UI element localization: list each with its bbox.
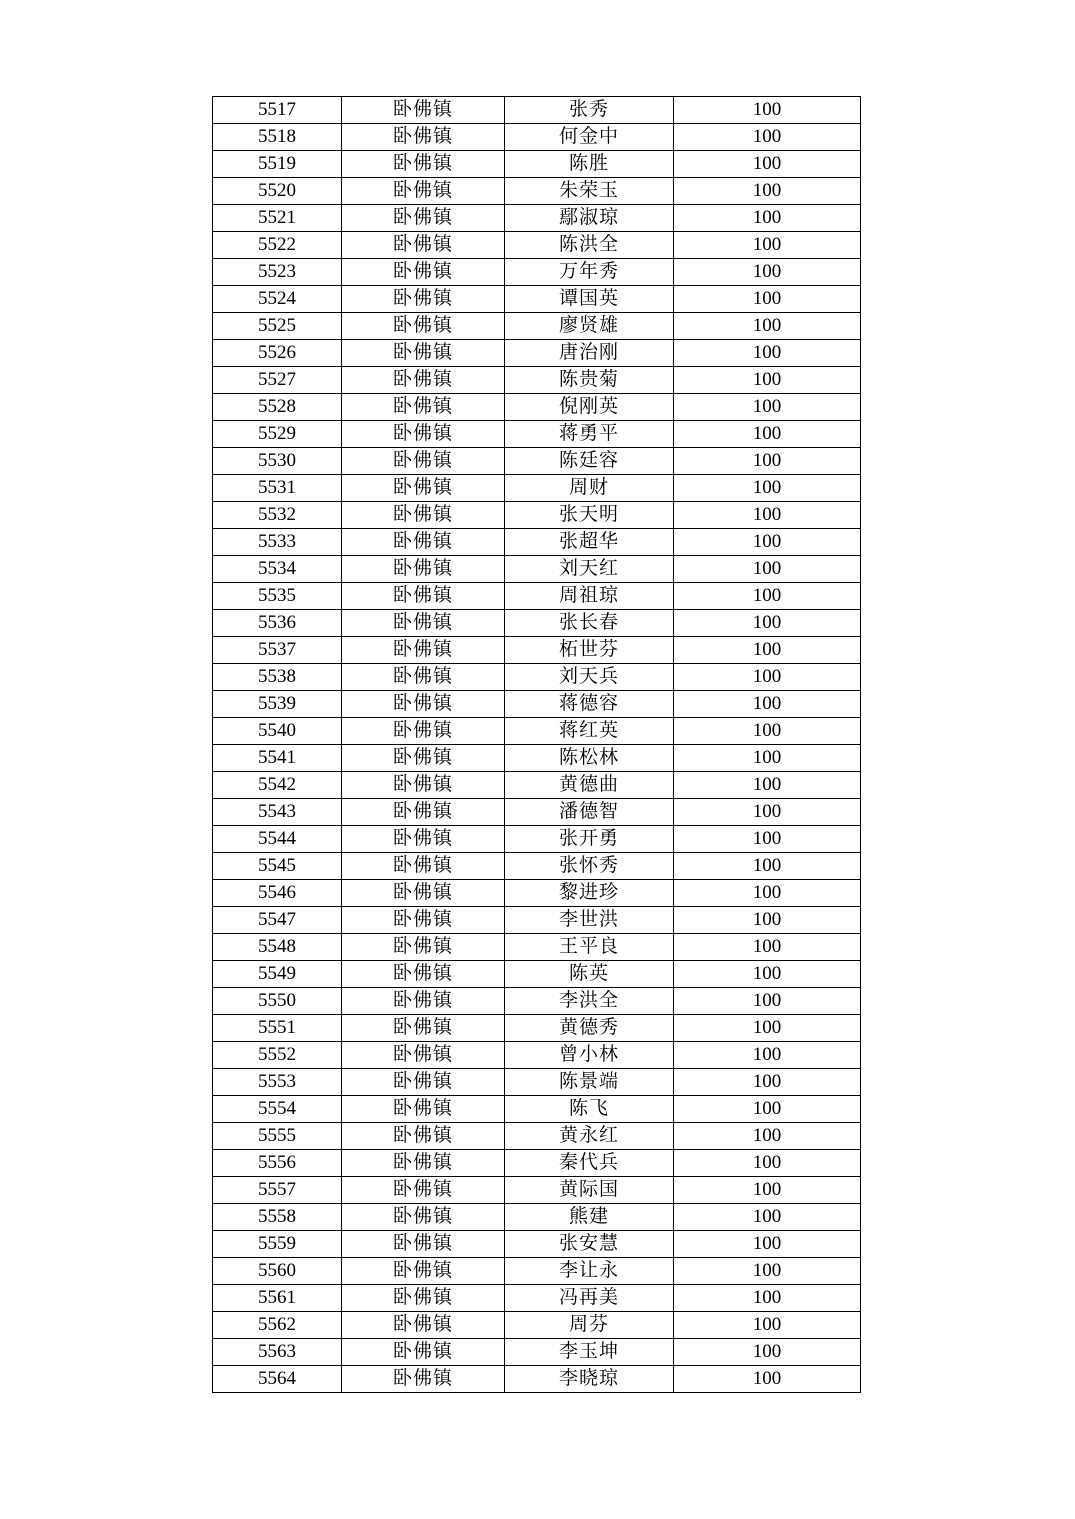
- town-cell: 卧佛镇: [342, 529, 505, 556]
- row-number-cell: 5536: [213, 610, 342, 637]
- table-row: [213, 1042, 861, 1069]
- row-number-cell: 5534: [213, 556, 342, 583]
- town-cell: 卧佛镇: [342, 475, 505, 502]
- table-row: [213, 583, 861, 610]
- row-number-cell: 5522: [213, 232, 342, 259]
- row-number-cell: 5524: [213, 286, 342, 313]
- row-number-cell: 5545: [213, 853, 342, 880]
- town-cell: 卧佛镇: [342, 637, 505, 664]
- amount-cell: 100: [674, 1258, 861, 1285]
- name-cell: 蒋勇平: [505, 421, 674, 448]
- row-number-cell: 5564: [213, 1366, 342, 1393]
- town-cell: 卧佛镇: [342, 772, 505, 799]
- amount-cell: 100: [674, 610, 861, 637]
- name-cell: 黄际国: [505, 1177, 674, 1204]
- row-number-cell: 5551: [213, 1015, 342, 1042]
- town-cell: 卧佛镇: [342, 205, 505, 232]
- row-number-cell: 5517: [213, 97, 342, 124]
- row-number-cell: 5563: [213, 1339, 342, 1366]
- town-cell: 卧佛镇: [342, 826, 505, 853]
- table-row: [213, 475, 861, 502]
- amount-cell: 100: [674, 1042, 861, 1069]
- table-row: [213, 1177, 861, 1204]
- table-row: [213, 1366, 861, 1393]
- name-cell: 黄德曲: [505, 772, 674, 799]
- table-row: [213, 151, 861, 178]
- row-number-cell: 5539: [213, 691, 342, 718]
- table-row: [213, 880, 861, 907]
- table-row: [213, 421, 861, 448]
- amount-cell: 100: [674, 178, 861, 205]
- town-cell: 卧佛镇: [342, 1042, 505, 1069]
- amount-cell: 100: [674, 313, 861, 340]
- amount-cell: 100: [674, 664, 861, 691]
- town-cell: 卧佛镇: [342, 421, 505, 448]
- name-cell: 万年秀: [505, 259, 674, 286]
- amount-cell: 100: [674, 745, 861, 772]
- name-cell: 倪刚英: [505, 394, 674, 421]
- amount-cell: 100: [674, 286, 861, 313]
- name-cell: 陈廷容: [505, 448, 674, 475]
- name-cell: 张秀: [505, 97, 674, 124]
- table-row: [213, 97, 861, 124]
- row-number-cell: 5529: [213, 421, 342, 448]
- table-row: [213, 691, 861, 718]
- table-row: [213, 799, 861, 826]
- table-row: [213, 907, 861, 934]
- amount-cell: 100: [674, 853, 861, 880]
- row-number-cell: 5538: [213, 664, 342, 691]
- row-number-cell: 5554: [213, 1096, 342, 1123]
- table-row: [213, 610, 861, 637]
- name-cell: 张安慧: [505, 1231, 674, 1258]
- table-row: [213, 745, 861, 772]
- town-cell: 卧佛镇: [342, 313, 505, 340]
- amount-cell: 100: [674, 988, 861, 1015]
- amount-cell: 100: [674, 1312, 861, 1339]
- row-number-cell: 5561: [213, 1285, 342, 1312]
- name-cell: 陈贵菊: [505, 367, 674, 394]
- amount-cell: 100: [674, 880, 861, 907]
- town-cell: 卧佛镇: [342, 799, 505, 826]
- row-number-cell: 5548: [213, 934, 342, 961]
- row-number-cell: 5518: [213, 124, 342, 151]
- name-cell: 刘天兵: [505, 664, 674, 691]
- name-cell: 李洪全: [505, 988, 674, 1015]
- name-cell: 张超华: [505, 529, 674, 556]
- amount-cell: 100: [674, 151, 861, 178]
- town-cell: 卧佛镇: [342, 745, 505, 772]
- amount-cell: 100: [674, 1096, 861, 1123]
- town-cell: 卧佛镇: [342, 1312, 505, 1339]
- table-row: [213, 556, 861, 583]
- amount-cell: 100: [674, 421, 861, 448]
- amount-cell: 100: [674, 637, 861, 664]
- name-cell: 鄢淑琼: [505, 205, 674, 232]
- town-cell: 卧佛镇: [342, 610, 505, 637]
- amount-cell: 100: [674, 1177, 861, 1204]
- table-row: [213, 205, 861, 232]
- town-cell: 卧佛镇: [342, 1069, 505, 1096]
- amount-cell: 100: [674, 772, 861, 799]
- amount-cell: 100: [674, 475, 861, 502]
- name-cell: 王平良: [505, 934, 674, 961]
- table-row: [213, 1123, 861, 1150]
- table-row: [213, 340, 861, 367]
- row-number-cell: 5532: [213, 502, 342, 529]
- table-row: [213, 367, 861, 394]
- amount-cell: 100: [674, 1015, 861, 1042]
- row-number-cell: 5527: [213, 367, 342, 394]
- name-cell: 何金中: [505, 124, 674, 151]
- name-cell: 廖贤雄: [505, 313, 674, 340]
- name-cell: 陈松林: [505, 745, 674, 772]
- town-cell: 卧佛镇: [342, 124, 505, 151]
- amount-cell: 100: [674, 907, 861, 934]
- town-cell: 卧佛镇: [342, 718, 505, 745]
- name-cell: 朱荣玉: [505, 178, 674, 205]
- row-number-cell: 5521: [213, 205, 342, 232]
- town-cell: 卧佛镇: [342, 448, 505, 475]
- table-row: [213, 313, 861, 340]
- table-row: [213, 1231, 861, 1258]
- town-cell: 卧佛镇: [342, 394, 505, 421]
- amount-cell: 100: [674, 934, 861, 961]
- table-row: [213, 988, 861, 1015]
- name-cell: 潘德智: [505, 799, 674, 826]
- amount-cell: 100: [674, 1204, 861, 1231]
- town-cell: 卧佛镇: [342, 1177, 505, 1204]
- table-row: [213, 1069, 861, 1096]
- table-row: [213, 1312, 861, 1339]
- row-number-cell: 5519: [213, 151, 342, 178]
- amount-cell: 100: [674, 1366, 861, 1393]
- name-cell: 黎进珍: [505, 880, 674, 907]
- amount-cell: 100: [674, 205, 861, 232]
- row-number-cell: 5557: [213, 1177, 342, 1204]
- table-row: [213, 1339, 861, 1366]
- town-cell: 卧佛镇: [342, 151, 505, 178]
- row-number-cell: 5535: [213, 583, 342, 610]
- table-row: [213, 502, 861, 529]
- town-cell: 卧佛镇: [342, 1123, 505, 1150]
- row-number-cell: 5549: [213, 961, 342, 988]
- table-row: [213, 664, 861, 691]
- row-number-cell: 5553: [213, 1069, 342, 1096]
- town-cell: 卧佛镇: [342, 1015, 505, 1042]
- name-cell: 李让永: [505, 1258, 674, 1285]
- amount-cell: 100: [674, 1231, 861, 1258]
- table-row: [213, 1096, 861, 1123]
- name-cell: 唐治刚: [505, 340, 674, 367]
- table-row: [213, 1204, 861, 1231]
- table-row: [213, 826, 861, 853]
- row-number-cell: 5546: [213, 880, 342, 907]
- row-number-cell: 5533: [213, 529, 342, 556]
- table-row: [213, 853, 861, 880]
- amount-cell: 100: [674, 1069, 861, 1096]
- row-number-cell: 5550: [213, 988, 342, 1015]
- name-cell: 张怀秀: [505, 853, 674, 880]
- town-cell: 卧佛镇: [342, 97, 505, 124]
- town-cell: 卧佛镇: [342, 178, 505, 205]
- table-row: [213, 394, 861, 421]
- row-number-cell: 5547: [213, 907, 342, 934]
- name-cell: 周祖琼: [505, 583, 674, 610]
- name-cell: 李玉坤: [505, 1339, 674, 1366]
- row-number-cell: 5531: [213, 475, 342, 502]
- town-cell: 卧佛镇: [342, 664, 505, 691]
- table-row: [213, 934, 861, 961]
- amount-cell: 100: [674, 124, 861, 151]
- amount-cell: 100: [674, 583, 861, 610]
- town-cell: 卧佛镇: [342, 880, 505, 907]
- town-cell: 卧佛镇: [342, 1366, 505, 1393]
- name-cell: 陈飞: [505, 1096, 674, 1123]
- town-cell: 卧佛镇: [342, 1339, 505, 1366]
- name-cell: 刘天红: [505, 556, 674, 583]
- town-cell: 卧佛镇: [342, 502, 505, 529]
- table-row: [213, 259, 861, 286]
- row-number-cell: 5544: [213, 826, 342, 853]
- table-row: [213, 1258, 861, 1285]
- row-number-cell: 5543: [213, 799, 342, 826]
- town-cell: 卧佛镇: [342, 691, 505, 718]
- town-cell: 卧佛镇: [342, 1258, 505, 1285]
- name-cell: 张长春: [505, 610, 674, 637]
- row-number-cell: 5537: [213, 637, 342, 664]
- table-row: [213, 1015, 861, 1042]
- row-number-cell: 5560: [213, 1258, 342, 1285]
- row-number-cell: 5526: [213, 340, 342, 367]
- amount-cell: 100: [674, 799, 861, 826]
- amount-cell: 100: [674, 340, 861, 367]
- amount-cell: 100: [674, 718, 861, 745]
- row-number-cell: 5558: [213, 1204, 342, 1231]
- row-number-cell: 5556: [213, 1150, 342, 1177]
- name-cell: 陈胜: [505, 151, 674, 178]
- town-cell: 卧佛镇: [342, 1096, 505, 1123]
- name-cell: 周财: [505, 475, 674, 502]
- name-cell: 蒋红英: [505, 718, 674, 745]
- amount-cell: 100: [674, 1150, 861, 1177]
- town-cell: 卧佛镇: [342, 934, 505, 961]
- amount-cell: 100: [674, 826, 861, 853]
- table-row: [213, 529, 861, 556]
- amount-cell: 100: [674, 1339, 861, 1366]
- table-row: [213, 718, 861, 745]
- town-cell: 卧佛镇: [342, 988, 505, 1015]
- town-cell: 卧佛镇: [342, 1204, 505, 1231]
- amount-cell: 100: [674, 556, 861, 583]
- name-cell: 张天明: [505, 502, 674, 529]
- table-row: [213, 448, 861, 475]
- name-cell: 冯再美: [505, 1285, 674, 1312]
- row-number-cell: 5552: [213, 1042, 342, 1069]
- table-row: [213, 178, 861, 205]
- name-cell: 熊建: [505, 1204, 674, 1231]
- row-number-cell: 5562: [213, 1312, 342, 1339]
- table-row: [213, 124, 861, 151]
- table-row: [213, 1285, 861, 1312]
- row-number-cell: 5530: [213, 448, 342, 475]
- name-cell: 秦代兵: [505, 1150, 674, 1177]
- town-cell: 卧佛镇: [342, 907, 505, 934]
- row-number-cell: 5528: [213, 394, 342, 421]
- town-cell: 卧佛镇: [342, 1150, 505, 1177]
- town-cell: 卧佛镇: [342, 853, 505, 880]
- row-number-cell: 5520: [213, 178, 342, 205]
- name-cell: 柘世芬: [505, 637, 674, 664]
- town-cell: 卧佛镇: [342, 1231, 505, 1258]
- name-cell: 李晓琼: [505, 1366, 674, 1393]
- name-cell: 周芬: [505, 1312, 674, 1339]
- town-cell: 卧佛镇: [342, 232, 505, 259]
- name-cell: 黄永红: [505, 1123, 674, 1150]
- name-cell: 张开勇: [505, 826, 674, 853]
- row-number-cell: 5523: [213, 259, 342, 286]
- amount-cell: 100: [674, 97, 861, 124]
- town-cell: 卧佛镇: [342, 961, 505, 988]
- amount-cell: 100: [674, 1123, 861, 1150]
- row-number-cell: 5559: [213, 1231, 342, 1258]
- amount-cell: 100: [674, 529, 861, 556]
- row-number-cell: 5555: [213, 1123, 342, 1150]
- name-cell: 黄德秀: [505, 1015, 674, 1042]
- amount-cell: 100: [674, 232, 861, 259]
- amount-cell: 100: [674, 1285, 861, 1312]
- name-cell: 陈英: [505, 961, 674, 988]
- row-number-cell: 5525: [213, 313, 342, 340]
- amount-cell: 100: [674, 448, 861, 475]
- table-row: [213, 1150, 861, 1177]
- amount-cell: 100: [674, 259, 861, 286]
- table-row: [213, 286, 861, 313]
- amount-cell: 100: [674, 367, 861, 394]
- table-row: [213, 772, 861, 799]
- town-cell: 卧佛镇: [342, 1285, 505, 1312]
- town-cell: 卧佛镇: [342, 286, 505, 313]
- town-cell: 卧佛镇: [342, 556, 505, 583]
- table-row: [213, 232, 861, 259]
- name-cell: 李世洪: [505, 907, 674, 934]
- town-cell: 卧佛镇: [342, 367, 505, 394]
- row-number-cell: 5540: [213, 718, 342, 745]
- row-number-cell: 5542: [213, 772, 342, 799]
- row-number-cell: 5541: [213, 745, 342, 772]
- amount-cell: 100: [674, 961, 861, 988]
- table-row: [213, 637, 861, 664]
- amount-cell: 100: [674, 502, 861, 529]
- town-cell: 卧佛镇: [342, 583, 505, 610]
- amount-cell: 100: [674, 691, 861, 718]
- town-cell: 卧佛镇: [342, 340, 505, 367]
- town-cell: 卧佛镇: [342, 259, 505, 286]
- name-cell: 曾小林: [505, 1042, 674, 1069]
- table-body: [213, 97, 861, 1393]
- name-cell: 陈景端: [505, 1069, 674, 1096]
- name-cell: 蒋德容: [505, 691, 674, 718]
- amount-cell: 100: [674, 394, 861, 421]
- data-table: [212, 96, 861, 1393]
- table-row: [213, 961, 861, 988]
- name-cell: 陈洪全: [505, 232, 674, 259]
- name-cell: 谭国英: [505, 286, 674, 313]
